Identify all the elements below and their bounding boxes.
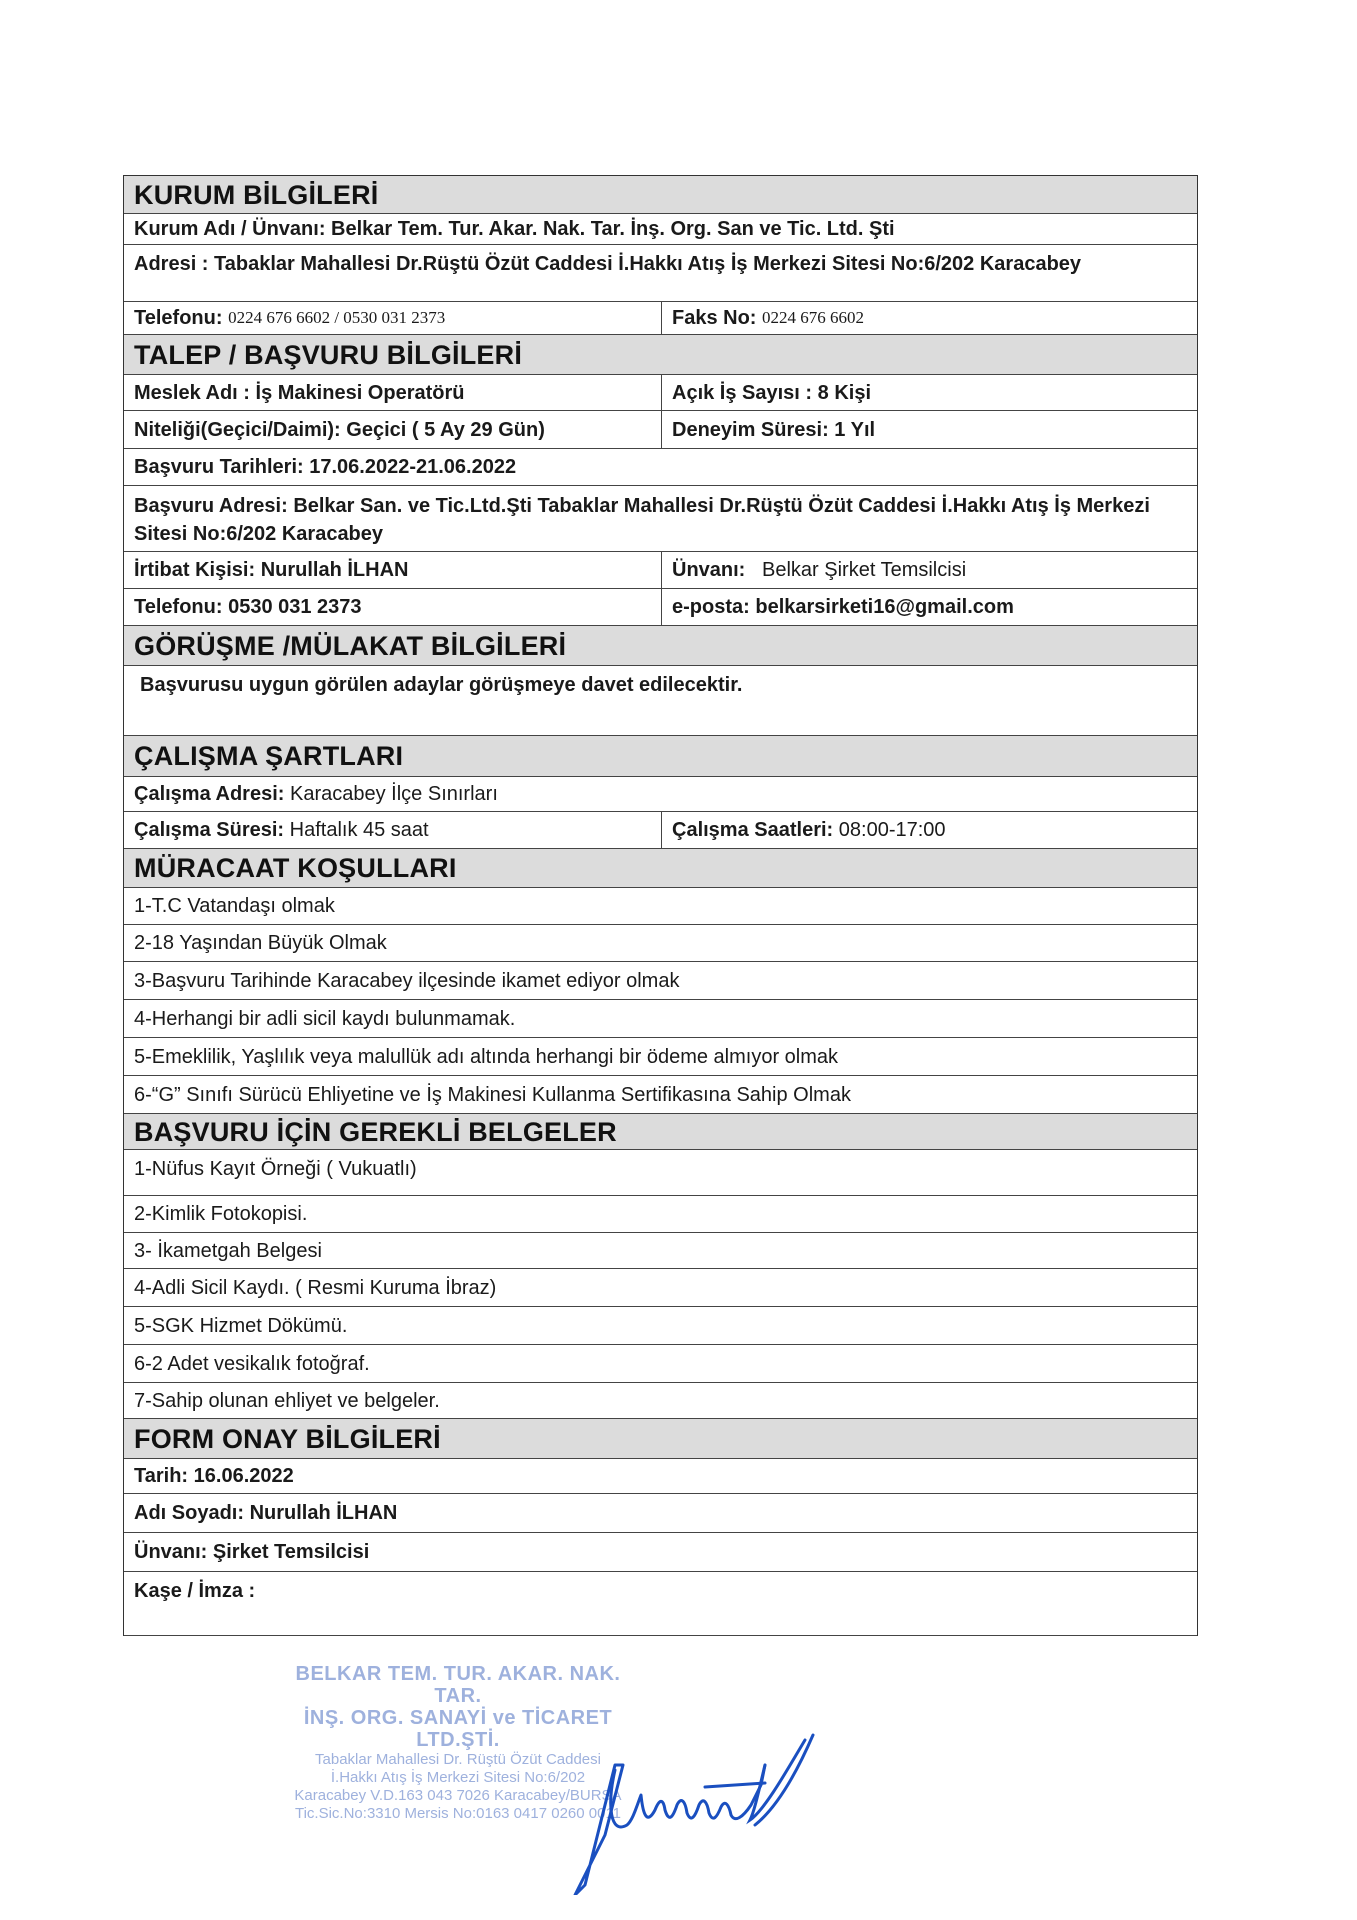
gorusme-text-row (124, 666, 1197, 736)
section-gorusme-header (124, 626, 1197, 666)
belge-item (124, 1383, 1197, 1419)
onay-adi-value: Nurullah İLHAN (249, 1502, 398, 1524)
talep-tarihler-row (124, 449, 1197, 486)
eposta-link[interactable]: belkarsirketi16@gmail.com (755, 596, 1014, 618)
unvan-value: Belkar Şirket Temsilcisi (762, 559, 967, 581)
acik-is-value: 8 Kişi (817, 381, 871, 404)
section-title: ÇALIŞMA ŞARTLARI (134, 741, 404, 771)
tarihler-label: Başvuru Tarihleri: (134, 456, 304, 478)
kurum-faks-label: Faks No: (672, 307, 757, 329)
onay-tarih-row (124, 1459, 1197, 1494)
irtibat-value: Nurullah İLHAN (260, 559, 409, 581)
calisma-sure-value: Haftalık 45 saat (289, 819, 429, 841)
section-onay-header (124, 1419, 1197, 1459)
belge-item-text: 2-Kimlik Fotokopisi. (134, 1203, 308, 1225)
kurum-adi-row (124, 214, 1197, 245)
stamp-line: Tabaklar Mahallesi Dr. Rüştü Özüt Caddesi (315, 1751, 601, 1768)
stamp-line: Karacabey V.D.163 043 7026 Karacabey/BURSA (294, 1787, 622, 1804)
calisma-sure-label: Çalışma Süresi: (134, 819, 285, 841)
muracaat-item (124, 1076, 1197, 1114)
muracaat-item (124, 925, 1197, 962)
muracaat-item-text: 5-Emeklilik, Yaşlılık veya malullük adı altında herhangi bir ödeme almıyor olmak (134, 1045, 839, 1068)
nitelik-label: Niteliği(Geçici/Daimi): (134, 418, 341, 441)
gorusme-text: Başvurusu uygun görülen adaylar görüşmeye davet edilecektir. (140, 674, 743, 696)
acik-is-label: Açık İş Sayısı : (672, 381, 813, 404)
section-title: GÖRÜŞME /MÜLAKAT BİLGİLERİ (134, 630, 567, 661)
belge-item-text: 1-Nüfus Kayıt Örneği ( Vukuatlı) (134, 1158, 417, 1180)
signature-icon (555, 1725, 855, 1895)
kurum-faks-value: 0224 676 6602 (762, 308, 865, 327)
section-title: TALEP / BAŞVURU BİLGİLERİ (134, 339, 523, 370)
talep-nitelik-row (124, 411, 1197, 449)
meslek-value: İş Makinesi Operatörü (255, 381, 465, 404)
calisma-saat-label: Çalışma Saatleri: (672, 819, 834, 841)
stamp-line: Tic.Sic.No:3310 Mersis No:0163 0417 0260 0011 (294, 1805, 622, 1822)
section-title: KURUM BİLGİLERİ (134, 179, 379, 210)
kurum-telefon-faks-row (124, 302, 1197, 335)
talep-meslek-row (124, 375, 1197, 411)
onay-kase-row (124, 1572, 1197, 1636)
eposta-label: e-posta: (672, 596, 750, 618)
belge-item (124, 1307, 1197, 1345)
tarihler-value: 17.06.2022-21.06.2022 (309, 456, 517, 478)
section-calisma-header (124, 736, 1197, 777)
belge-item (124, 1345, 1197, 1383)
belge-item-text: 6-2 Adet vesikalık fotoğraf. (134, 1352, 370, 1375)
deneyim-label: Deneyim Süresi: (672, 418, 829, 441)
onay-adi-row (124, 1494, 1197, 1533)
kurum-telefon-value: 0224 676 6602 / 0530 031 2373 (228, 308, 446, 327)
section-title: MÜRACAAT KOŞULLARI (134, 853, 457, 883)
kurum-adres-value: Tabaklar Mahallesi Dr.Rüştü Özüt Caddesi İ.Hakkı Atış İş Merkezi Sitesi No:6/202 Karacabey (214, 253, 1082, 275)
nitelik-value: Geçici ( 5 Ay 29 Gün) (346, 418, 545, 441)
muracaat-item-text: 6-“G” Sınıfı Sürücü Ehliyetine ve İş Makinesi Kullanma Sertifikasına Sahip Olmak (134, 1083, 851, 1106)
calisma-adres-row (124, 777, 1197, 812)
basvuru-adresi-value: Belkar San. ve Tic.Ltd.Şti Tabaklar Mahallesi Dr.Rüştü Özüt Caddesi İ.Hakkı Atış İş Merkezi Sitesi No:6/202 Karacabey (134, 495, 1150, 545)
section-title: BAŞVURU İÇİN GEREKLİ BELGELER (134, 1116, 617, 1147)
kurum-adi-value: Belkar Tem. Tur. Akar. Nak. Tar. İnş. Org. San ve Tic. Ltd. Şti (331, 218, 895, 240)
section-muracaat-header (124, 849, 1197, 888)
stamp-line: İNŞ. ORG. SANAYİ ve TİCARET LTD.ŞTİ. (303, 1707, 613, 1751)
belge-item-text: 5-SGK Hizmet Dökümü. (134, 1314, 348, 1337)
stamp-line: İ.Hakkı Atış İş Merkezi Sitesi No:6/202 (330, 1769, 586, 1786)
calisma-saat-value: 08:00-17:00 (838, 819, 946, 841)
onay-unvan-row (124, 1533, 1197, 1572)
kurum-telefon-label: Telefonu: (134, 307, 223, 329)
unvan-label: Ünvanı: (672, 559, 746, 581)
telefon-label: Telefonu: (134, 596, 223, 618)
belge-item (124, 1196, 1197, 1233)
kurum-adres-row (124, 245, 1197, 302)
job-posting-form (123, 175, 1198, 1636)
muracaat-item-text: 1-T.C Vatandaşı olmak (134, 895, 335, 917)
section-kurum-header (124, 176, 1197, 214)
section-belgeler-header (124, 1114, 1197, 1150)
onay-tarih-label: Tarih: (134, 1465, 189, 1487)
calisma-sure-row (124, 812, 1197, 849)
irtibat-label: İrtibat Kişisi: (134, 559, 256, 581)
deneyim-value: 1 Yıl (834, 418, 876, 441)
talep-irtibat-row (124, 552, 1197, 589)
stamp-line: BELKAR TEM. TUR. AKAR. NAK. TAR. (295, 1663, 621, 1707)
muracaat-item (124, 888, 1197, 925)
muracaat-item (124, 962, 1197, 1000)
onay-unvan-value: Şirket Temsilcisi (212, 1541, 370, 1563)
belge-item (124, 1269, 1197, 1307)
kurum-adres-label: Adresi : (134, 253, 209, 275)
muracaat-item (124, 1000, 1197, 1038)
telefon-value: 0530 031 2373 (228, 596, 362, 618)
onay-unvan-label: Ünvanı: (134, 1541, 208, 1563)
meslek-label: Meslek Adı : (134, 381, 250, 404)
section-talep-header (124, 335, 1197, 375)
belge-item (124, 1233, 1197, 1269)
belge-item-text: 4-Adli Sicil Kaydı. ( Resmi Kuruma İbraz) (134, 1276, 497, 1299)
muracaat-item (124, 1038, 1197, 1076)
onay-tarih-value: 16.06.2022 (193, 1465, 294, 1487)
onay-adi-label: Adı Soyadı: (134, 1502, 245, 1524)
belge-item-text: 3- İkametgah Belgesi (134, 1239, 322, 1262)
kurum-adi-label: Kurum Adı / Ünvanı: (134, 218, 326, 240)
calisma-adres-label: Çalışma Adresi: (134, 783, 285, 805)
talep-iletisim-row (124, 589, 1197, 626)
belge-item-text: 7-Sahip olunan ehliyet ve belgeler. (134, 1389, 440, 1412)
section-title: FORM ONAY BİLGİLERİ (134, 1423, 441, 1454)
onay-kase-label: Kaşe / İmza : (134, 1580, 256, 1602)
basvuru-adresi-label: Başvuru Adresi: (134, 495, 288, 517)
talep-adres-row (124, 486, 1197, 552)
muracaat-item-text: 4-Herhangi bir adli sicil kaydı bulunmamak. (134, 1007, 516, 1030)
muracaat-item-text: 2-18 Yaşından Büyük Olmak (134, 932, 387, 954)
calisma-adres-value: Karacabey İlçe Sınırları (290, 783, 498, 805)
belge-item (124, 1150, 1197, 1196)
muracaat-item-text: 3-Başvuru Tarihinde Karacabey ilçesinde ikamet ediyor olmak (134, 969, 680, 992)
